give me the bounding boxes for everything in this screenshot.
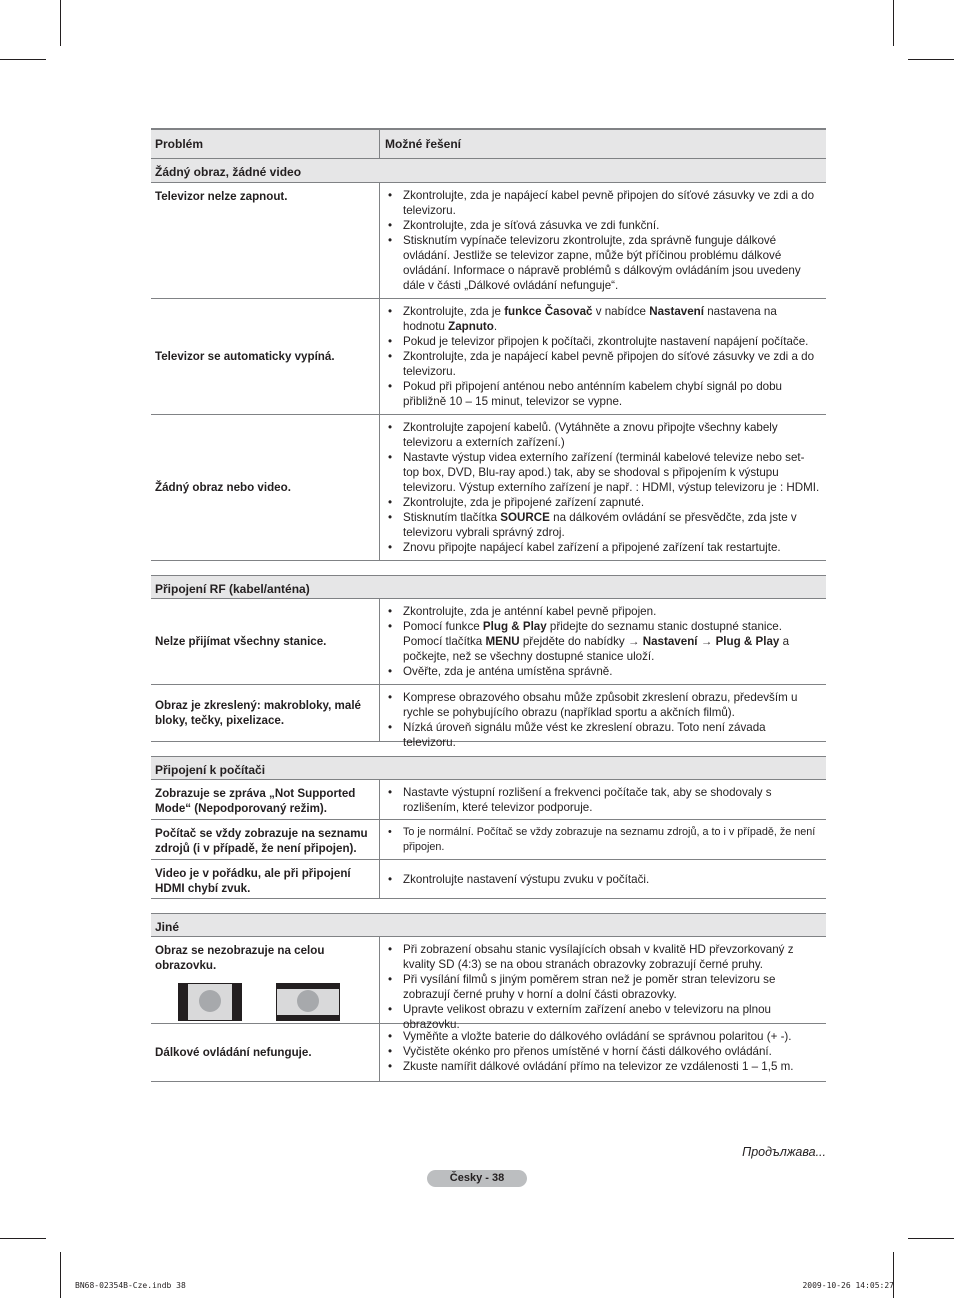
solution-cell bbox=[380, 183, 826, 298]
solution-item: • Zkontrolujte, zda je připojené zařízení zapnuté. bbox=[388, 495, 820, 510]
solution-list bbox=[388, 942, 820, 1032]
solution-cell bbox=[380, 299, 826, 414]
solution-item: • Vyměňte a vložte baterie do dálkového ovládání se správnou polaritou (+ -). bbox=[388, 1029, 820, 1044]
continued-note: Продължава... bbox=[742, 1145, 826, 1159]
crop-mark bbox=[0, 59, 46, 60]
solution-item: • Upravte velikost obrazu v externím zařízení anebo v televizoru na plnou obrazovku. bbox=[388, 1002, 820, 1032]
aspect-ratio-illustrations bbox=[178, 983, 375, 1021]
table-row bbox=[151, 937, 826, 1031]
crop-mark bbox=[908, 1238, 954, 1239]
table-row bbox=[151, 183, 826, 299]
solution-item: • Zkontrolujte, zda je napájecí kabel pevně připojen do síťové zásuvky ve zdi a do televizoru. bbox=[388, 188, 820, 218]
problem-cell: Zobrazuje se zpráva „Not Supported Mode“ (Nepodporovaný režim). bbox=[151, 780, 380, 819]
solution-item: • Zkontrolujte, zda je funkce Časovač v nabídce Nastavení nastavena na hodnotu Zapnuto. bbox=[388, 304, 820, 334]
solution-item: • Pokud při připojení anténou nebo anténním kabelem chybí signál po dobu přibližně 10 – 15 minut, televizor se vypne. bbox=[388, 379, 820, 409]
table-row bbox=[151, 860, 826, 899]
solution-item: • Znovu připojte napájecí kabel zařízení a připojené zařízení tak restartujte. bbox=[388, 540, 820, 555]
section-title: Žádný obraz, žádné video bbox=[151, 159, 826, 183]
crop-mark bbox=[893, 0, 894, 46]
solution-item: • Zkontrolujte nastavení výstupu zvuku v počítači. bbox=[388, 872, 820, 887]
section-title: Připojení k počítači bbox=[151, 756, 826, 780]
solution-item: • Zkontrolujte zapojení kabelů. (Vytáhněte a znovu připojte všechny kabely televizoru a externích zařízení.) bbox=[388, 420, 820, 450]
problem-cell: Televizor se automaticky vypíná. bbox=[151, 299, 380, 414]
solution-cell bbox=[380, 415, 826, 560]
solution-item: • Zkontrolujte, zda je síťová zásuvka ve zdi funkční. bbox=[388, 218, 820, 233]
crop-mark bbox=[0, 1238, 46, 1239]
solution-item: • Komprese obrazového obsahu může způsobit zkreslení obrazu, především u rychle se pohybujícího obrazu (například sportu a akčních filmů). bbox=[388, 690, 820, 720]
solution-item: • Ověřte, zda je anténa umístěna správně. bbox=[388, 664, 820, 679]
table-row bbox=[151, 1024, 826, 1082]
problem-cell: Obraz se nezobrazuje na celou obrazovku. bbox=[151, 937, 380, 1023]
problem-cell: Nelze přijímat všechny stanice. bbox=[151, 599, 380, 684]
crop-mark bbox=[893, 1252, 894, 1298]
solution-item: • To je normální. Počítač se vždy zobrazuje na seznamu zdrojů, a to i v případě, že není připojen. bbox=[388, 825, 820, 855]
table-row bbox=[151, 820, 826, 860]
solution-cell bbox=[380, 860, 826, 898]
crop-mark bbox=[60, 0, 61, 46]
problem-cell: Žádný obraz nebo video. bbox=[151, 415, 380, 560]
solution-item: • Zkuste namířit dálkové ovládání přímo na televizor ze vzdálenosti 1 – 1,5 m. bbox=[388, 1059, 820, 1074]
solution-item: • Pomocí funkce Plug & Play přidejte do seznamu stanic dostupné stanice. Pomocí tlačítka MENU přejděte do nabídky → Nastavení → Plug & Play a počkejte, než se všechny dostupné stanice uloží. bbox=[388, 619, 820, 664]
table-row bbox=[151, 415, 826, 561]
solution-item: • Při zobrazení obsahu stanic vysílajících obsah v kvalitě HD převzorkovaný z kvality SD (4:3) se na obou stranách obrazovky zobrazují černé pruhy. bbox=[388, 942, 820, 972]
table-row bbox=[151, 599, 826, 685]
table-header bbox=[151, 128, 826, 159]
problem-cell: Dálkové ovládání nefunguje. bbox=[151, 1024, 380, 1081]
solution-list bbox=[388, 1029, 820, 1074]
problem-cell: Obraz je zkreslený: makrobloky, malé bloky, tečky, pixelizace. bbox=[151, 685, 380, 741]
solution-item: • Při vysílání filmů s jiným poměrem stran než je poměr stran televizoru se zobrazují černé pruhy v horní a dolní části obrazovky. bbox=[388, 972, 820, 1002]
solution-cell bbox=[380, 599, 826, 684]
solution-item: • Pokud je televizor připojen k počítači, zkontrolujte nastavení napájení počítače. bbox=[388, 334, 820, 349]
solution-list bbox=[388, 825, 820, 855]
solution-item: • Stisknutím vypínače televizoru zkontrolujte, zda správně funguje dálkové ovládání. Jestliže se televizor zapne, může být příčinou problému dálkové ovládání. Informace o nápravě problémů s dálkovým ovládáním jsou uvedeny dále v části „Dálkové ovládání nefunguje“. bbox=[388, 233, 820, 293]
solution-cell bbox=[380, 937, 826, 1031]
letterbox-tv-image bbox=[276, 983, 340, 1021]
solution-list bbox=[388, 604, 820, 679]
solution-item: • Stisknutím tlačítka SOURCE na dálkovém ovládání se přesvědčte, zda jste v televizoru vybrali správný zdroj. bbox=[388, 510, 820, 540]
problem-cell: Video je v pořádku, ale při připojení HDMI chybí zvuk. bbox=[151, 860, 380, 898]
solution-item: • Vyčistěte okénko pro přenos umístěné v horní části dálkového ovládání. bbox=[388, 1044, 820, 1059]
header-problem: Problém bbox=[151, 130, 380, 158]
solution-item: • Zkontrolujte, zda je anténní kabel pevně připojen. bbox=[388, 604, 820, 619]
pillarbox-tv-image bbox=[178, 983, 242, 1021]
solution-cell bbox=[380, 1024, 826, 1081]
solution-item: • Nízká úroveň signálu může vést ke zkreslení obrazu. Toto není závada televizoru. bbox=[388, 720, 820, 750]
solution-cell bbox=[380, 780, 826, 819]
solution-item: • Nastavte výstupní rozlišení a frekvenci počítače tak, aby se shodovaly s rozlišením, které televizor podporuje. bbox=[388, 785, 820, 815]
solution-list bbox=[388, 872, 820, 887]
section-title: Připojení RF (kabel/anténa) bbox=[151, 575, 826, 599]
table-row bbox=[151, 780, 826, 820]
section-title: Jiné bbox=[151, 913, 826, 937]
header-solution: Možné řešení bbox=[385, 137, 462, 151]
footer-date: 2009-10-26 14:05:27 bbox=[802, 1281, 894, 1290]
solution-item: • Zkontrolujte, zda je napájecí kabel pevně připojen do síťové zásuvky ve zdi a do televizoru. bbox=[388, 349, 820, 379]
problem-cell: Televizor nelze zapnout. bbox=[151, 183, 380, 298]
footer-file: BN68-02354B-Cze.indb 38 bbox=[75, 1281, 186, 1290]
solution-cell bbox=[380, 820, 826, 859]
problem-cell: Počítač se vždy zobrazuje na seznamu zdrojů (i v případě, že není připojen). bbox=[151, 820, 380, 859]
solution-list bbox=[388, 420, 820, 555]
page-number-badge: Česky - 38 bbox=[427, 1170, 527, 1187]
solution-list bbox=[388, 785, 820, 815]
crop-mark bbox=[908, 59, 954, 60]
solution-cell bbox=[380, 685, 826, 749]
table-row bbox=[151, 299, 826, 415]
table-row bbox=[151, 685, 826, 749]
crop-mark bbox=[60, 1252, 61, 1298]
solution-list bbox=[388, 304, 820, 409]
solution-list bbox=[388, 188, 820, 293]
solution-list bbox=[388, 690, 820, 750]
solution-item: • Nastavte výstup videa externího zařízení (terminál kabelové televize nebo set-top box, DVD, Blu-ray apod.) tak, aby se shodoval s připojením k výstupu televizoru. Výstup externího zařízení je např. : HDMI, výstup televizoru je : HDMI. bbox=[388, 450, 820, 495]
troubleshooting-table bbox=[151, 128, 826, 1082]
